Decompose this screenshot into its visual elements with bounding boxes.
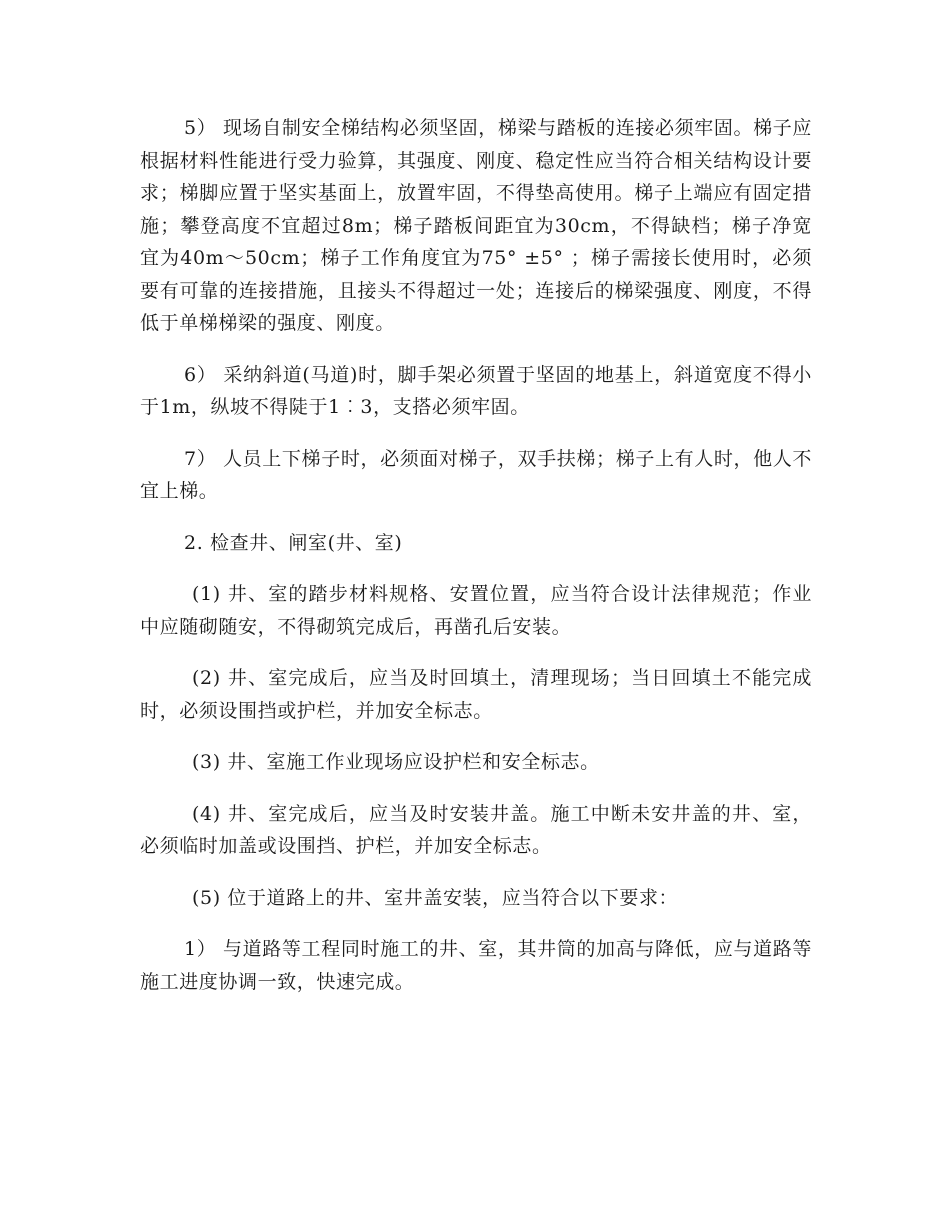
paragraph-well-cover: (4) 井、室完成后，应当及时安装井盖。施工中断未安井盖的井、室，必须临时加盖或设围挡、护栏，并加安全标志。 [140,802,812,857]
document-body [140,112,812,1017]
section-heading-inspection-well: 2. 检查井、闸室(井、室) [184,531,403,554]
paragraph-well-guardrail: (3) 井、室施工作业现场应设护栏和安全标志。 [192,751,600,773]
paragraph-road-well-cover: (5) 位于道路上的井、室井盖安装，应当符合以下要求： [192,886,679,909]
paragraph-well-steps: (1) 井、室的踏步材料规格、安置位置，应当符合设计法律规范；作业中应随砌随安，不得砌筑完成后，再凿孔后安装。 [140,583,812,638]
paragraph-well-backfill: (2) 井、室完成后，应当及时回填土，清理现场；当日回填土不能完成时，必须设围挡或护栏，并加安全标志。 [140,667,812,722]
paragraph-ladder-use: 7） 人员上下梯子时，必须面对梯子，双手扶梯；梯子上有人时，他人不宜上梯。 [140,447,812,502]
paragraph-ladder-structure: 5） 现场自制安全梯结构必须坚固，梯梁与踏板的连接必须牢固。梯子应根据材料性能进行受力验算，其强度、刚度、稳定性应当符合相关结构设计要求；梯脚应置于坚实基面上，放置牢固，不得垫高使用。梯子上端应有固定措施；攀登高度不宜超过8m；梯子踏板间距宜为30cm，不得缺档；梯子净宽宜为40m～50cm；梯子工作角度宜为75° ±5° ；梯子需接长使用时，必须要有可靠的连接措施，且接头不得超过一处；连接后的梯梁强度、刚度，不得低于单梯梯梁的强度、刚度。 [140,117,812,334]
paragraph-ramp: 6） 采纳斜道(马道)时，脚手架必须置于坚固的地基上，斜道宽度不得小于1m，纵坡不得陡于1︰3，支搭必须牢固。 [140,363,812,418]
paragraph-road-sync: 1） 与道路等工程同时施工的井、室，其井筒的加高与降低，应与道路等施工进度协调一致，快速完成。 [140,938,812,993]
